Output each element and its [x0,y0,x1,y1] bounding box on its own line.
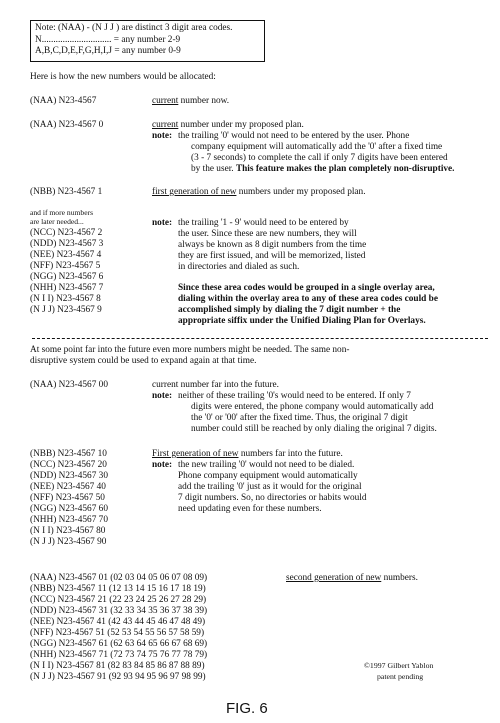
note-line: Phone company equipment would automatically [178,471,358,481]
copyright-text: ©1997 Gilbert Yablon [364,661,434,670]
number-code: (N I I) N23-4567 80 [30,526,106,536]
number-code: (NCC) N23-4567 2 [30,228,103,238]
small-note: are later needed... [30,217,84,226]
dashed-divider [32,338,488,339]
figure-label: FIG. 6 [226,700,268,717]
description: First generation of new numbers far into the future. [152,449,343,459]
number-row: (NFF) N23-4567 51 (52 53 54 55 56 57 58 59) [30,628,205,638]
note-line: the trailing '0' would not need to be entered by the user. Phone [178,131,410,141]
number-code: (NBB) N23-4567 10 [30,449,107,459]
number-code: (NAA) N23-4567 00 [30,380,108,390]
number-code: (N I I) N23-4567 8 [30,294,101,304]
small-note: and if more numbers [30,208,94,217]
note-line: the trailing '1 - 9' would need to be entered by [178,218,349,228]
number-code: (NFF) N23-4567 5 [30,261,101,271]
note-line: always be known as 8 digit numbers from the time [178,240,367,250]
note-line: add the trailing '0' just as it would for the original [178,482,362,492]
note-label: note: [152,218,173,228]
number-code: (NDD) N23-4567 30 [30,471,108,481]
number-row: (NEE) N23-4567 41 (42 43 44 45 46 47 48 49) [30,617,206,627]
number-code: (NCC) N23-4567 20 [30,460,107,470]
description: first generation of new numbers under my proposed plan. [152,187,366,197]
number-code: (N J J) N23-4567 90 [30,537,107,547]
note-line: the '0' or '00' after the fixed time. Thus, the original 7 digit [191,413,408,423]
note-line: need updating even for these numbers. [178,504,322,514]
number-row: (NCC) N23-4567 21 (22 23 24 25 26 27 28 29) [30,595,207,605]
number-row: (NHH) N23-4567 71 (72 73 74 75 76 77 78 79) [30,650,208,660]
number-row: (NGG) N23-4567 61 (62 63 64 65 66 67 68 69) [30,639,208,649]
future-text: disruptive system could be used to expand again at that time. [30,356,257,366]
notation-box [30,20,265,62]
notation-line: A,B,C,D,E,F,G,H,I,J = any number 0-9 [35,46,181,56]
note-line: they are first issued, and will be memorized, listed [178,251,366,261]
note-label: note: [152,460,173,470]
number-code: (NAA) N23-4567 [30,96,97,106]
note-line: neither of these trailing '0's would need to be entered. If only 7 [178,391,411,401]
description: current number now. [152,96,230,106]
number-code: (NDD) N23-4567 3 [30,239,104,249]
number-code: (NBB) N23-4567 1 [30,187,103,197]
note-label: note: [152,391,173,401]
number-code: (NAA) N23-4567 0 [30,120,104,130]
note-line: the new trailing '0' would not need to be dialed. [178,460,355,470]
number-row: (N J J) N23-4567 91 (92 93 94 95 96 97 98 99) [30,672,206,682]
number-code: (NHH) N23-4567 70 [30,515,108,525]
number-code: (NHH) N23-4567 7 [30,283,104,293]
description: second generation of new numbers. [286,573,418,583]
note-line: in directories and dialed as such. [178,262,300,272]
note-line: (3 - 7 seconds) to complete the call if only 7 digits have been entered [191,153,448,163]
number-row: (NDD) N23-4567 31 (32 33 34 35 36 37 38 39) [30,606,208,616]
future-text: At some point far into the future even more numbers might be needed. The same non- [30,345,350,355]
bold-line: Since these area codes would be grouped in a single overlay area, [178,283,435,293]
number-code: (NGG) N23-4567 6 [30,272,104,282]
number-code: (NGG) N23-4567 60 [30,504,108,514]
note-line: company equipment will automatically add the '0' after a fixed time [191,142,443,152]
description: current number under my proposed plan. [152,120,304,130]
note-label: note: [152,131,173,141]
note-line: number could still be reached by only dialing the original 7 digits. [191,424,437,434]
number-row: (NBB) N23-4567 11 (12 13 14 15 16 17 18 19) [30,584,206,594]
number-code: (N J J) N23-4567 9 [30,305,102,315]
number-row: (N I I) N23-4567 81 (82 83 84 85 86 87 88 89) [30,661,205,671]
bold-line: appropriate siffix under the Unified Dialing Plan for Overlays. [178,316,426,326]
number-code: (NEE) N23-4567 4 [30,250,102,260]
number-code: (NFF) N23-4567 50 [30,493,105,503]
notation-line: N.............................. = any number 2-9 [35,34,181,45]
note-line: 7 digit numbers. So, no directories or habits would [178,493,367,503]
number-code: (NEE) N23-4567 40 [30,482,106,492]
bold-line: dialing within the overlay area to any of these area codes could be [178,294,438,304]
note-line: the user. Since these are new numbers, they will [178,229,357,239]
intro-text: Here is how the new numbers would be allocated: [30,72,216,82]
description: current number far into the future. [152,380,280,390]
bold-line: accomplished simply by dialing the 7 digit number + the [178,305,401,315]
note-line: by the user. This feature makes the plan completely non-disruptive. [191,164,455,174]
number-row: (NAA) N23-4567 01 (02 03 04 05 06 07 08 09) [30,573,208,583]
patent-text: patent pending [377,672,424,681]
notation-line: Note: (NAA) - (N J J ) are distinct 3 digit area codes. [35,23,233,33]
note-line: digits were entered, the phone company would automatically add [191,402,434,412]
